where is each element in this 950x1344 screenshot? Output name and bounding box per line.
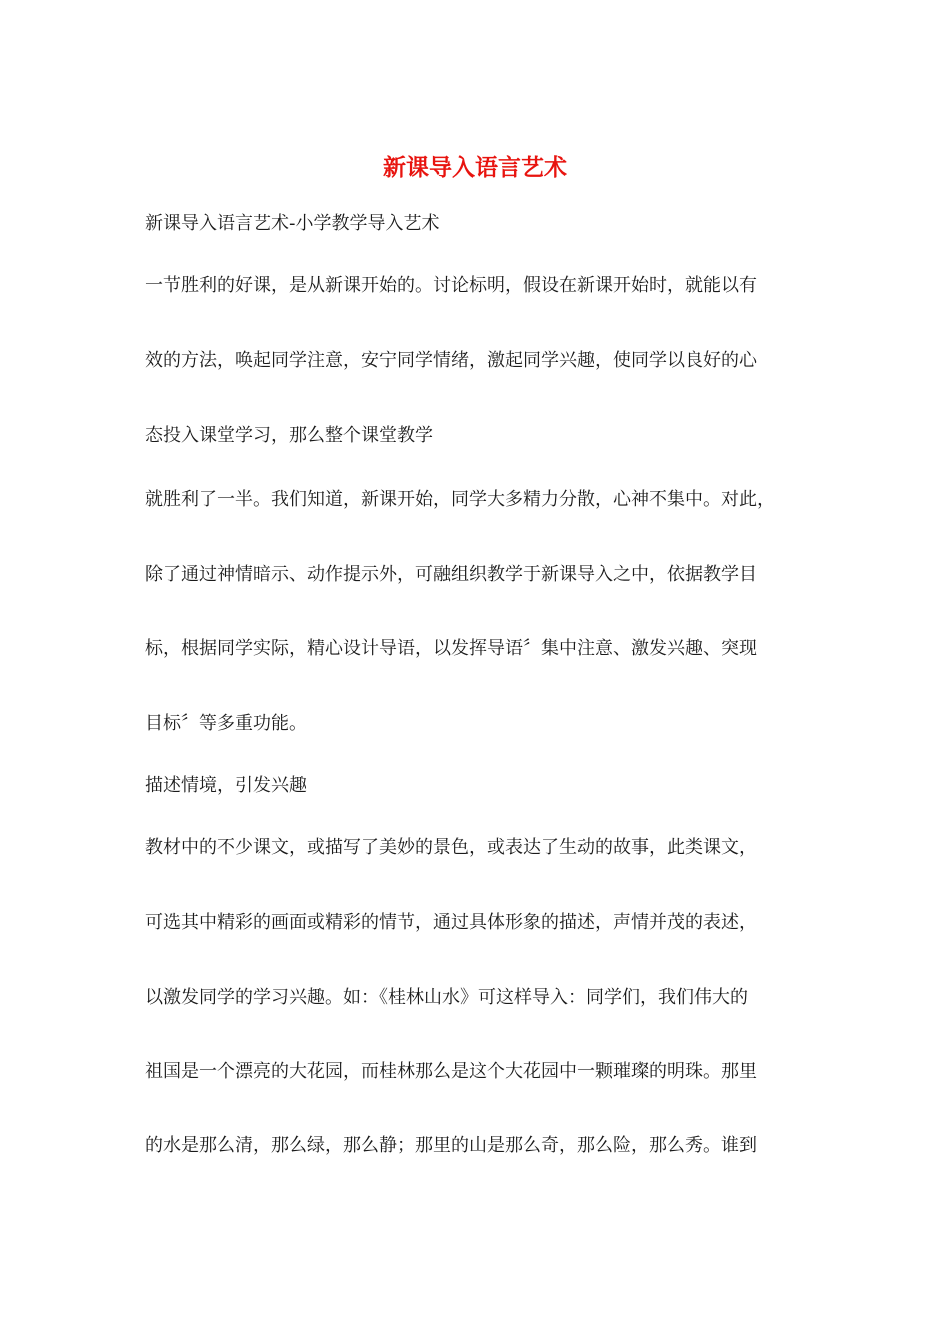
paragraph-3-line-3: 以激发同学的学习兴趣。如：《桂林山水》可这样导入：同学们，我们伟大的 [145,987,748,1008]
paragraph-3-line-4: 祖国是一个漂亮的大花园，而桂林那么是这个大花园中一颗璀璨的明珠。那里 [145,1061,757,1082]
paragraph-1-line-2: 效的方法，唤起同学注意，安宁同学情绪，激起同学兴趣，使同学以良好的心 [145,350,757,371]
paragraph-2-line-1: 就胜利了一半。我们知道，新课开始，同学大多精力分散，心神不集中。对此， [145,489,775,510]
paragraph-2-line-2: 除了通过神情暗示、动作提示外，可融组织教学于新课导入之中，依据教学目 [145,564,757,585]
paragraph-3-line-1: 教材中的不少课文，或描写了美妙的景色，或表达了生动的故事，此类课文， [145,837,757,858]
section-heading: 描述情境，引发兴趣 [145,775,307,796]
paragraph-3-line-2: 可选其中精彩的画面或精彩的情节，通过具体形象的描述，声情并茂的表述， [145,912,757,933]
document-title: 新课导入语言艺术 [383,154,567,181]
paragraph-2-line-4: 目标〞等多重功能。 [145,713,307,734]
paragraph-1-line-1: 一节胜利的好课，是从新课开始的。讨论标明，假设在新课开始时，就能以有 [145,275,757,296]
document-subtitle: 新课导入语言艺术-小学教学导入艺术 [145,213,440,234]
paragraph-1-line-3: 态投入课堂学习，那么整个课堂教学 [145,425,433,446]
paragraph-3-line-5: 的水是那么清，那么绿，那么静；那里的山是那么奇，那么险，那么秀。谁到 [145,1135,757,1156]
paragraph-2-line-3: 标，根据同学实际，精心设计导语，以发挥导语〞集中注意、激发兴趣、突现 [145,638,757,659]
